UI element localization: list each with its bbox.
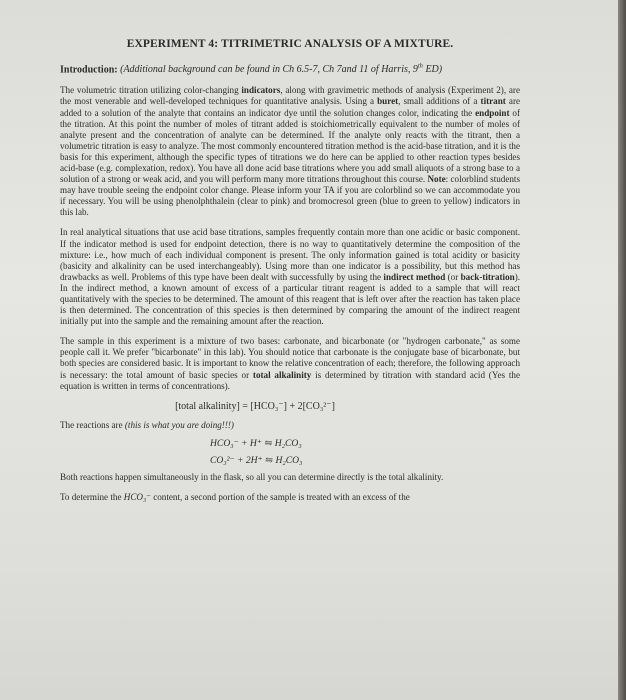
paragraph-simultaneous: Both reactions happen simultaneously in the flask, so all you can determine directly is the total alkalinity. bbox=[60, 471, 444, 482]
reactions-intro: The reactions are (this is what you are doing!!!) bbox=[60, 419, 234, 430]
intro-heading bbox=[60, 63, 520, 75]
reaction-bicarbonate: HCO₃⁻ + H⁺ ⇋ H₂CO₃ bbox=[210, 437, 302, 449]
equation-total-alkalinity: [total alkalinity] = [HCO₃⁻] + 2[CO₃²⁻] bbox=[175, 400, 335, 412]
page-shadow-edge bbox=[618, 0, 626, 700]
paragraph-indirect-method: In real analytical situations that use acid base titrations, samples frequently contain more than one acidic or basic component. If the indicator method is used for endpoint detection, there is no way to quantitatively determine the composition of the mixture: i.e., how much of each individual component is present. The only information gained is total acidity or basicity (basicity and alkalinity can be used interchangeably). Using more than one indicator is a possibility, but this method has drawbacks as well. Problems of this type have been dealt with successfully by using the indirect method (or back-titration). In the indirect method, a known amount of excess of a particular titrant reagent is added to a sample that will react quantitatively with the species to be determined. The amount of this reagent that is left over after the reaction has taken place is then determined. The concentration of this species is then determined by comparing the amount of the indirect reagent initially put into the sample and the remaining amount after the reaction. bbox=[60, 227, 520, 327]
paragraph-sample: The sample in this experiment is a mixture of two bases: carbonate, and bicarbonate (or "hydrogen carbonate," as some people call it. We prefer "bicarbonate" in this lab). You should notice that carbonate is the conjugate base of bicarbonate, but both species are considered basic. It is important to know the relative concentration of each; therefore, the following approach is necessary: the total amount of basic species or total alkalinity is determined by titration with standard acid (Yes the equation is written in terms of concentrations). bbox=[60, 336, 520, 391]
paragraph-bicarbonate-content: To determine the HCO₃⁻ content, a second portion of the sample is treated with an excess of the bbox=[60, 491, 410, 502]
reaction-carbonate: CO₃²⁻ + 2H⁺ ⇋ H₂CO₃ bbox=[210, 454, 303, 466]
paragraph-intro: The volumetric titration utilizing color-changing indicators, along with gravimetric methods of analysis (Experiment 2), are the most venerable and well-developed techniques for quantitative analysis. Using a buret, small additions of a titrant are added to a solution of the analyte that contains an indicator dye until the solution changes color, indicating the endpoint of the titration. At this point the number of moles of titrant added is stoichiometrically equivalent to the number of moles of analyte present and the concentration of analyte can be determined. If the analyte only reacts with the titrant, then a volumetric titration is easy to analyze. The most commonly encountered titration method is the acid-base titration, and it is the basis for this experiment, although the specific types of titrations we do here can be applied to other reaction types besides acid-base (e.g. complexation, redox). You have all done acid base titrations where you add small aliquots of a strong base to a solution of a strong or weak acid, and you will perform many more titrations throughout this course. Note: colorblind students may have trouble seeing the endpoint color change. Please inform your TA if you are colorblind so we can accommodate you if necessary. You will be using phenolphthalein (clear to pink) and bromocresol green (blue to green to yellow) indicators in this lab. bbox=[60, 85, 521, 218]
intro-label: Introduction: bbox=[60, 64, 118, 76]
page-title: EXPERIMENT 4: TITRIMETRIC ANALYSIS OF A MIXTURE. bbox=[126, 38, 454, 50]
document-content bbox=[60, 30, 520, 512]
intro-note: (Additional background can be found in Ch 6.5-7, Ch 7and 11 of Harris, 9th ED) bbox=[120, 63, 443, 76]
